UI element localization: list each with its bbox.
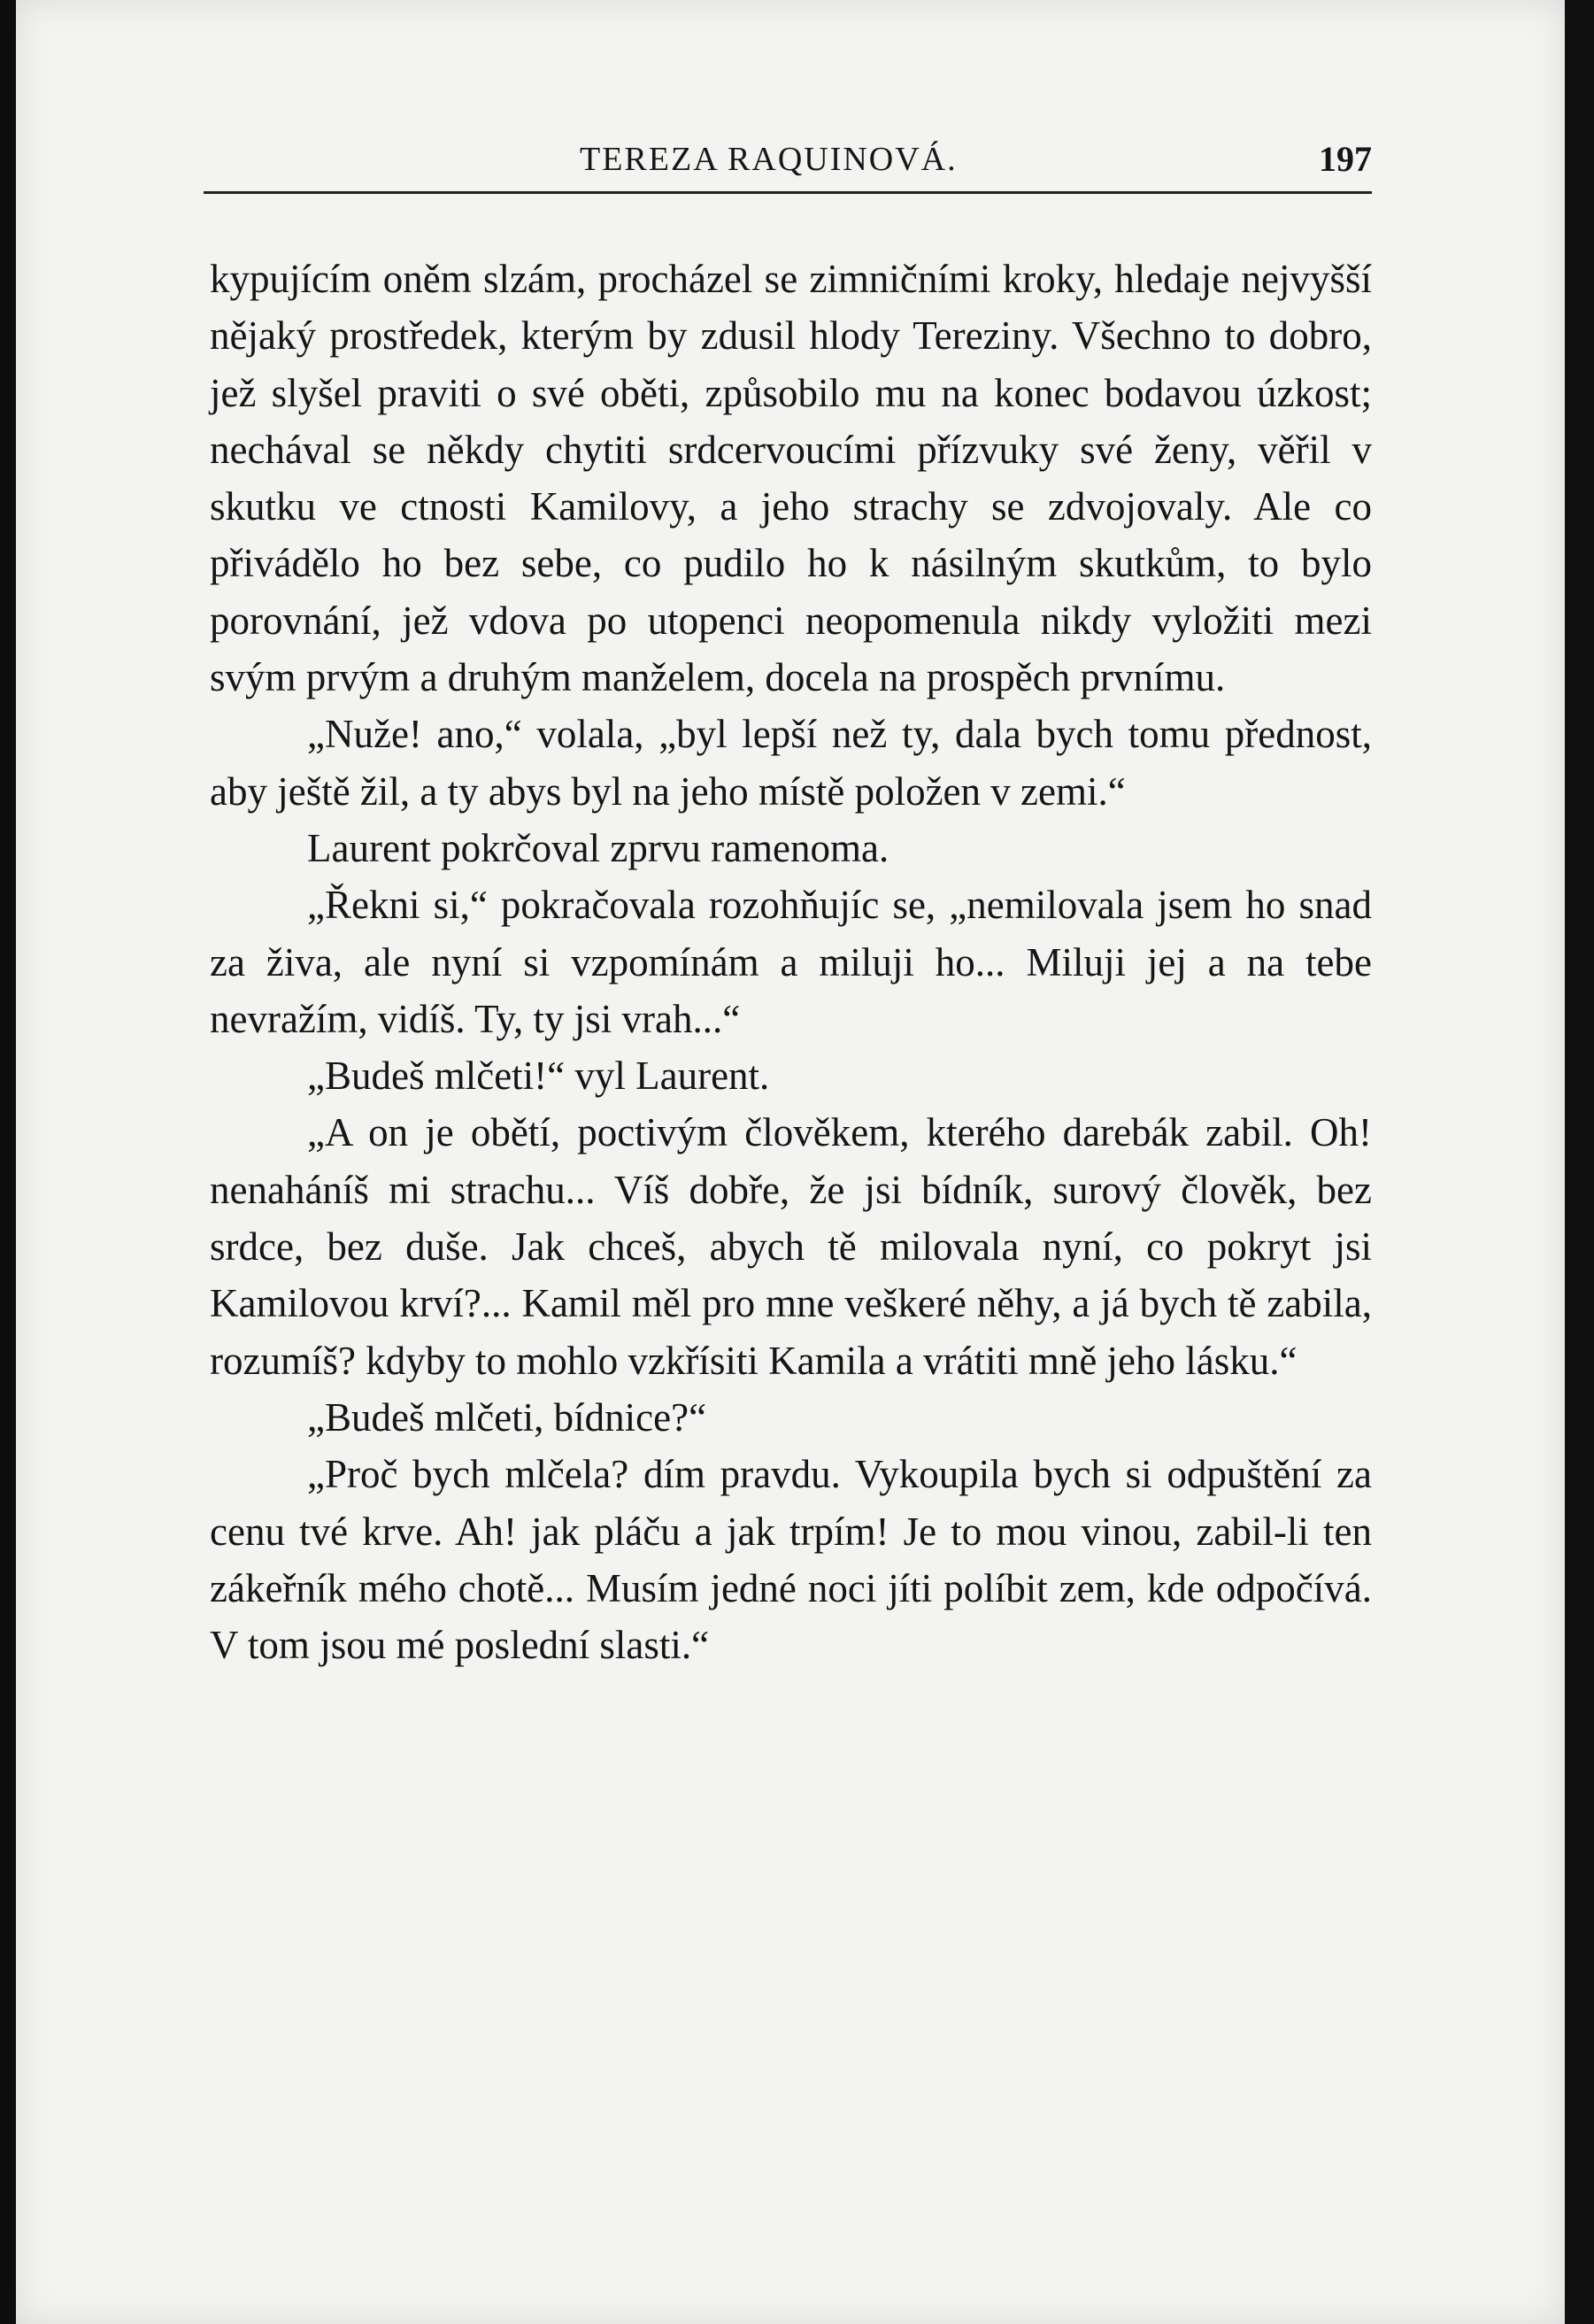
paragraph: „Budeš mlčeti!“ vyl Laurent. xyxy=(307,1054,770,1099)
paragraph: „Proč bych mlčela? dím pravdu. Vykoupila bych si odpuštění za cenu tvé krve. Ah! jak pláču a jak trpím! Je to mou vinou, zabil-li ten zákeřník mého chotě... Musím jedné noci jíti políbit zem, kde odpočívá. V tom jsou mé poslední slasti.“ xyxy=(210,1452,1372,1668)
running-title: TEREZA RAQUINOVÁ. xyxy=(580,141,958,178)
scan-right-border xyxy=(1565,0,1594,2324)
running-header xyxy=(204,133,1372,194)
paragraph: „Řekni si,“ pokračovala rozohňujíc se, „nemilovala jsem ho snad za živa, ale nyní si vzpomínám a miluji ho... Miluji jej a na tebe nevražím, vidíš. Ty, ty jsi vrah...“ xyxy=(210,883,1372,1041)
paragraph: „Budeš mlčeti, bídnice?“ xyxy=(307,1394,707,1440)
paragraph: Laurent pokrčoval zprvu ramenoma. xyxy=(307,825,889,870)
paragraph: kypujícím oněm slzám, procházel se zimničními kroky, hledaje nejvyšší nějaký prostředek, kterým by zdusil hlody Tereziny. Všechno to dobro, jež slyšel praviti o své oběti, způsobilo mu na konec bodavou úzkost; nechával se někdy chytiti srdcervoucími přízvuky své ženy, věřil v skutku ve ctnosti Kamilovy, a jeho strachy se zdvojovaly. Ale co přivádělo ho bez sebe, co pudilo ho k násilným skutkům, to bylo porovnání, jež vdova po utopenci neopomenula nikdy vyložiti mezi svým prvým a druhým manželem, docela na prospěch prvnímu. xyxy=(210,257,1372,700)
page-number: 197 xyxy=(1319,139,1372,179)
scan-left-border xyxy=(0,0,16,2324)
paragraph: „A on je obětí, poctivým člověkem, kterého darebák zabil. Oh! nenaháníš mi strachu... Víš dobře, že jsi bídník, surový člověk, bez srdce, bez duše. Jak chceš, abych tě milovala nyní, co pokryt jsi Kamilovou krví?... Kamil měl pro mne veškeré něhy, a já bych tě zabila, rozumíš? kdyby to mohlo vzkřísiti Kamila a vrátiti mně jeho lásku.“ xyxy=(210,1110,1372,1383)
body-text xyxy=(210,251,1372,1673)
paragraph: „Nuže! ano,“ volala, „byl lepší než ty, dala bych tomu přednost, aby ještě žil, a ty abys byl na jeho místě položen v zemi.“ xyxy=(210,712,1372,814)
